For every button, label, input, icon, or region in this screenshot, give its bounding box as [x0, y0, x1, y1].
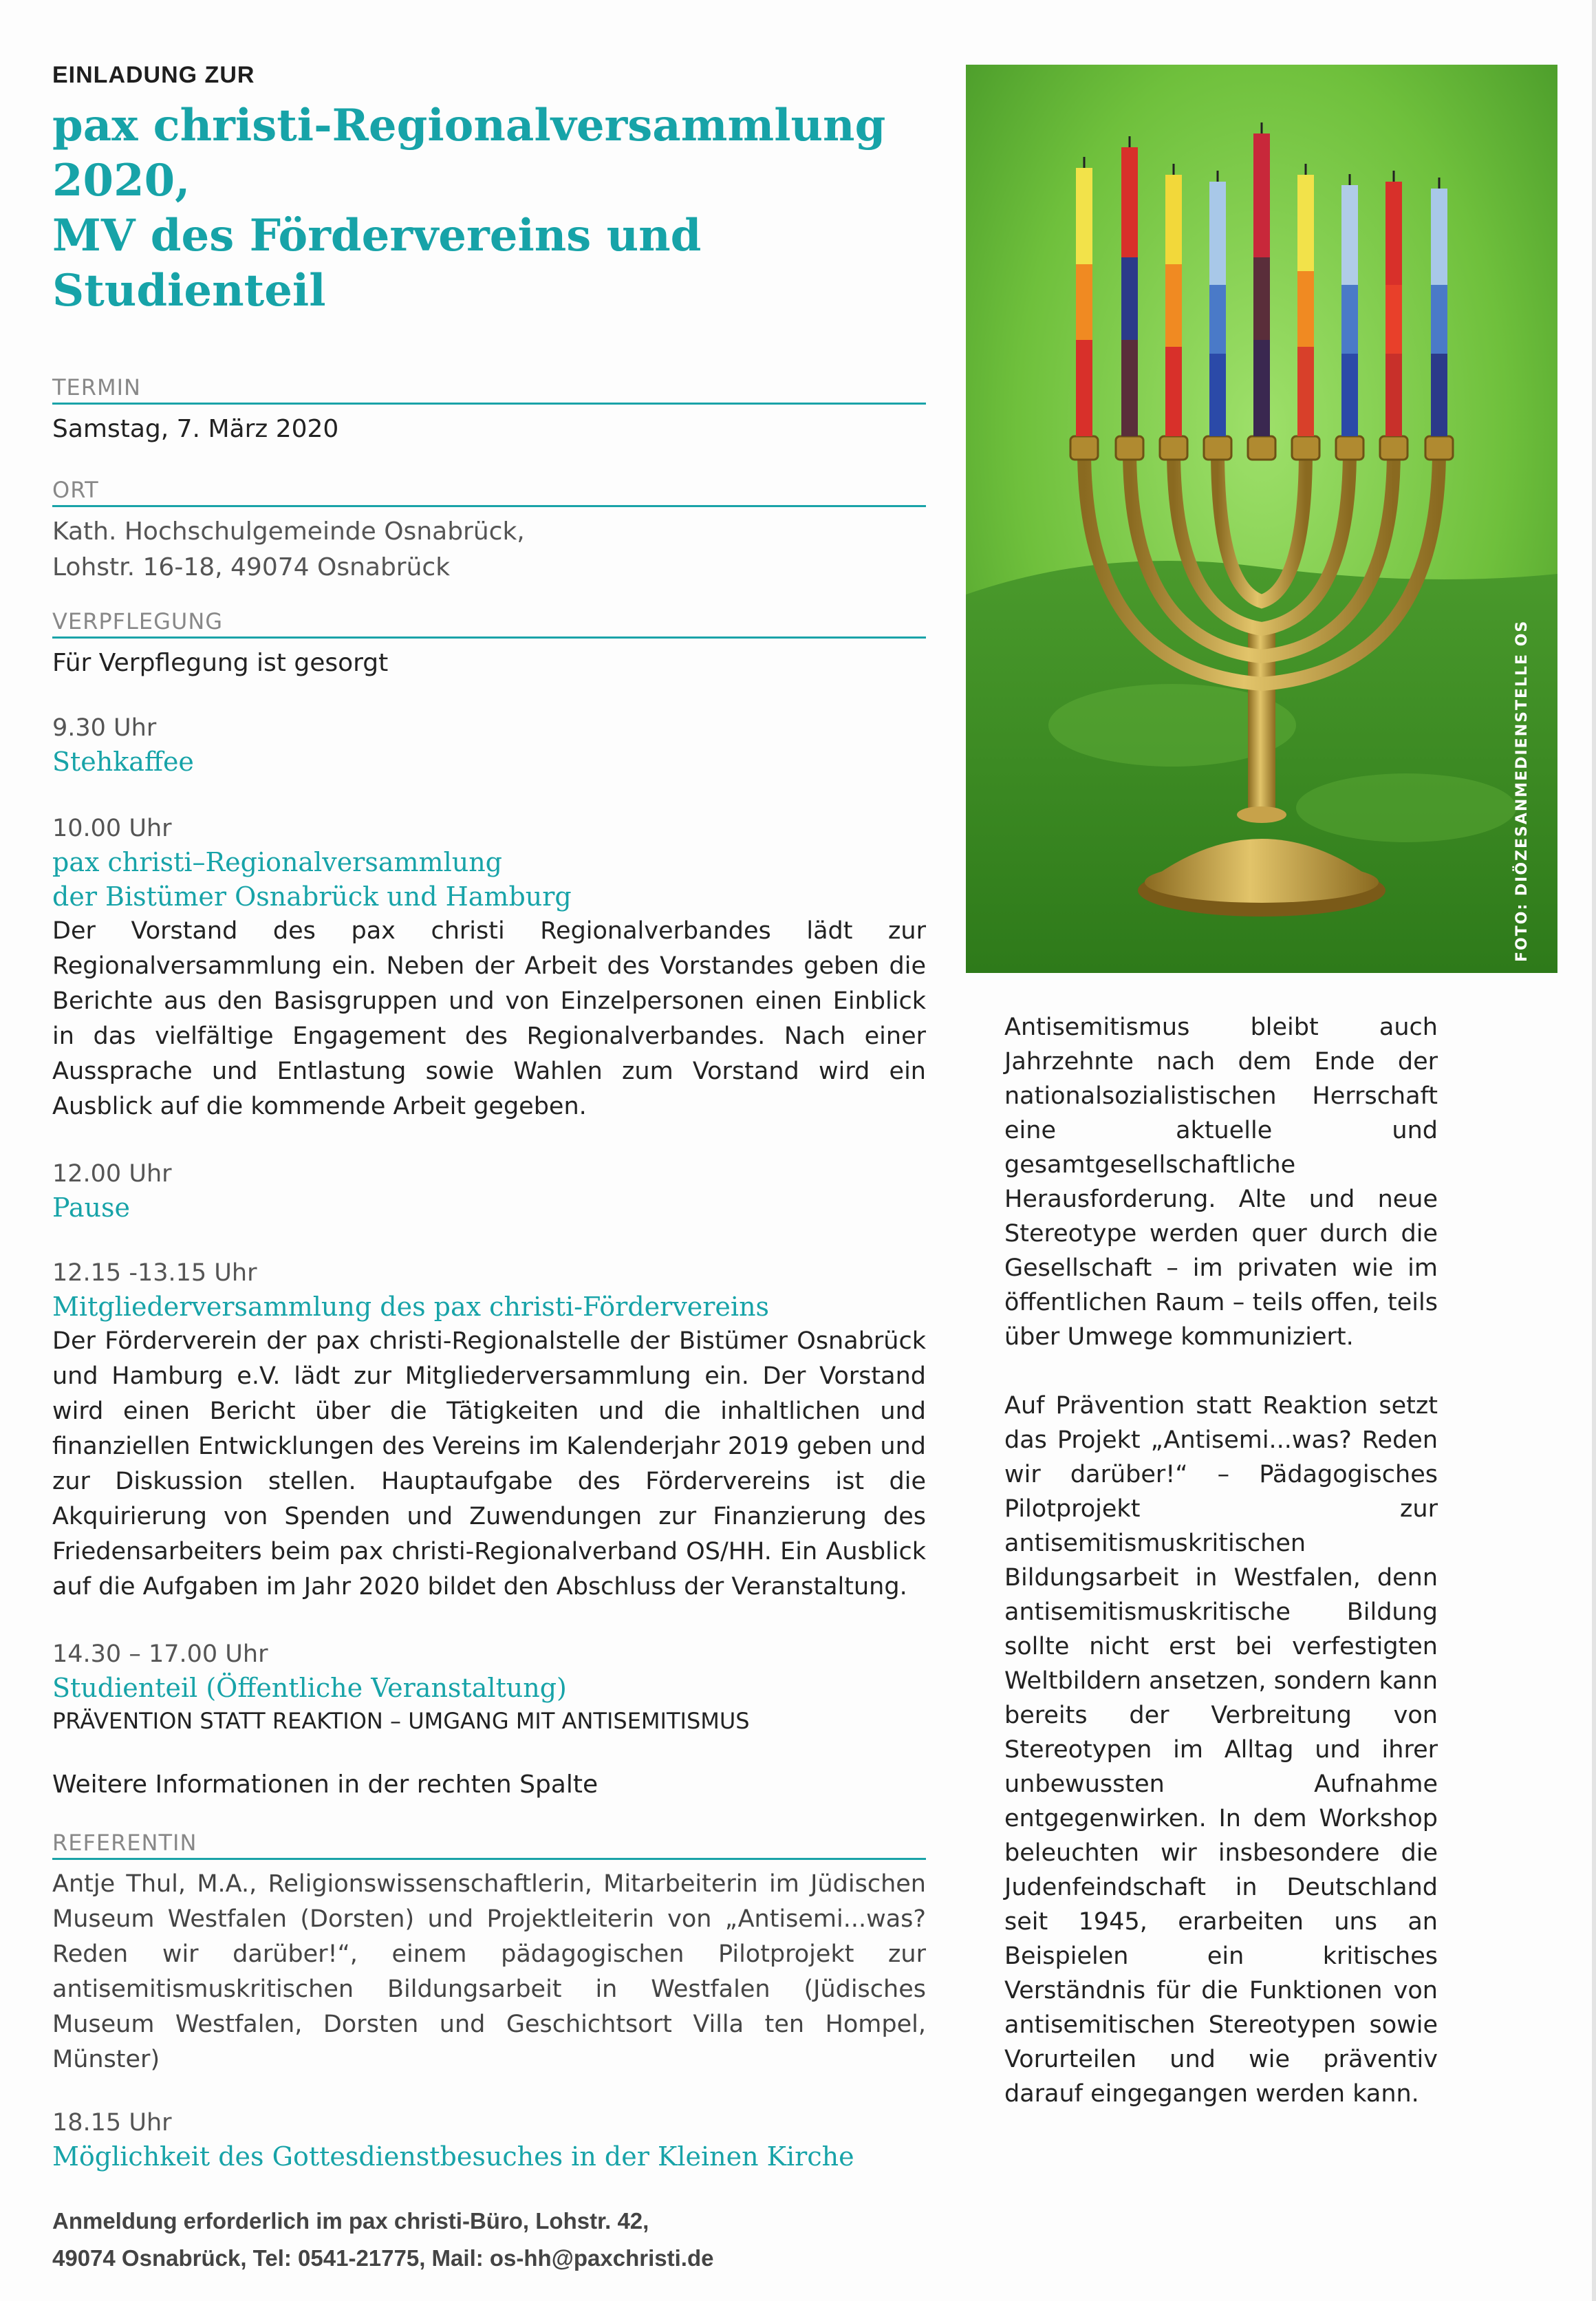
program-subtitle: PRÄVENTION STATT REAKTION – UMGANG MIT ANTISEMITISMUS	[52, 1708, 750, 1734]
program-item-regionalversammlung	[52, 812, 926, 1124]
divider	[52, 505, 926, 507]
footer-line-1: Anmeldung erforderlich im pax christi-Büro, Lohstr. 42,	[52, 2208, 649, 2234]
program-time: 18.15 Uhr	[52, 2109, 172, 2137]
termin-label: TERMIN	[52, 374, 141, 400]
verpflegung-value: Für Verpflegung ist gesorgt	[52, 649, 389, 677]
termin-value: Samstag, 7. März 2020	[52, 415, 339, 443]
program-item-gottesdienst	[52, 2106, 926, 2174]
program-description: Der Vorstand des pax christi Regionalverbandes lädt zur Regionalversammlung ein. Neben der Arbeit des Vorstandes geben die Berichte aus den Basisgruppen und von Einzelpersonen einen Einblick in das vielfältige Engagement des Regionalverbandes. Nach einer Aussprache und Entlastung sowie Wahlen zum Vorstand wird ein Ausblick auf die kommende Arbeit gegeben.	[52, 917, 926, 1120]
verpflegung-label: VERPFLEGUNG	[52, 608, 224, 634]
referentin-section	[52, 1829, 926, 2077]
program-item-stehkaffee	[52, 711, 926, 779]
program-time: 12.00 Uhr	[52, 1160, 172, 1188]
program-title: Pause	[52, 1192, 130, 1223]
photo-credit: FOTO: DIÖZESANMEDIENSTELLE OS	[1513, 619, 1531, 962]
program-item-mitgliederversammlung	[52, 1256, 926, 1605]
referentin-text: Antje Thul, M.A., Religionswissenschaftlerin, Mitarbeiterin im Jüdischen Museum Westfalen (Dorsten) und Projektleiterin von „Antisemi...was? Reden wir darüber!“, einem pädagogischen Pilotprojekt zur antisemitismuskritischen Bildungsarbeit in Westfalen (Jüdisches Museum Westfalen, Dorsten und Geschichtsort Villa ten Hompel, Münster)	[52, 1870, 926, 2073]
menorah-image	[966, 65, 1557, 973]
divider	[52, 636, 926, 639]
program-description: Der Förderverein der pax christi-Regionalstelle der Bistümer Osnabrück und Hamburg e.V. lädt zur Mitgliederversammlung ein. Der Vorstand wird einen Bericht über die Tätigkeiten und die inhaltlichen und finanziellen Entwicklungen des Vereins im Kalenderjahr 2019 geben und zur Diskussion stellen. Hauptaufgabe des Fördervereins ist die Akquirierung von Spenden und Zuwendungen zur Finanzierung des Friedensarbeiters beim pax christi-Regionalverband OS/HH. Ein Ausblick auf die Aufgaben im Jahr 2020 bildet den Abschluss der Veranstaltung.	[52, 1327, 926, 1601]
termin-section	[52, 374, 926, 447]
title-line-2: MV des Fördervereins und Studienteil	[52, 210, 702, 317]
title-line-1: pax christi-Regionalversammlung 2020,	[52, 100, 886, 206]
ort-label: ORT	[52, 477, 99, 503]
program-time: 14.30 – 17.00 Uhr	[52, 1640, 268, 1668]
footer-line-2: 49074 Osnabrück, Tel: 0541-21775, Mail: os-hh@paxchristi.de	[52, 2245, 714, 2271]
left-column	[52, 62, 926, 2277]
right-column	[1004, 1010, 1438, 2111]
program-title-line-2: der Bistümer Osnabrück und Hamburg	[52, 881, 572, 912]
program-title: Möglichkeit des Gottesdienstbesuches in der Kleinen Kirche	[52, 2141, 854, 2172]
referentin-label: REFERENTIN	[52, 1830, 197, 1856]
program-title: Stehkaffee	[52, 747, 194, 777]
program-note: Weitere Informationen in der rechten Spalte	[52, 1770, 598, 1799]
program-time: 10.00 Uhr	[52, 815, 172, 842]
program-item-pause	[52, 1157, 926, 1225]
ort-line-1: Kath. Hochschulgemeinde Osnabrück,	[52, 517, 525, 546]
ort-section	[52, 476, 926, 586]
program-time: 12.15 -13.15 Uhr	[52, 1259, 257, 1287]
invitation-kicker: EINLADUNG ZUR	[52, 62, 255, 88]
ort-line-2: Lohstr. 16-18, 49074 Osnabrück	[52, 553, 451, 581]
program-item-studienteil	[52, 1638, 926, 1803]
menorah-illustration	[966, 65, 1557, 973]
right-paragraph-2: Auf Prävention statt Reaktion setzt das Projekt „Antisemi...was? Reden wir darüber!“ – Pädagogisches Pilotprojekt zur antisemitismuskritischen Bildungsarbeit in Westfalen, denn antisemitismuskritische Bildung sollte nicht erst bei verfestigten Weltbildern ansetzen, sondern kann bereits der Verbreitung von Stereotypen im Alltag und ihrer unbewussten Aufnahme entgegenwirken. In dem Workshop beleuchten wir insbesondere die Judenfeindschaft in Deutschland seit 1945, erarbeiten uns an Beispielen ein kritisches Verständnis für die Funktionen von antisemitischen Stereotypen sowie Vorurteilen und wie präventiv darauf eingegangen werden kann.	[1004, 1392, 1438, 2108]
program-title-line-1: pax christi–Regionalversammlung	[52, 847, 502, 877]
page-title	[52, 98, 926, 319]
registration-footer	[52, 2203, 926, 2277]
divider	[52, 403, 926, 405]
verpflegung-section	[52, 608, 926, 681]
divider	[52, 1858, 926, 1860]
right-paragraph-1: Antisemitismus bleibt auch Jahrzehnte nach dem Ende der nationalsozialistischen Herrschaft eine aktuelle und gesamtgesellschaftliche Herausforderung. Alte und neue Stereotype werden quer durch die Gesellschaft – im privaten wie im öffentlichen Raum – teils offen, teils über Umwege kommuniziert.	[1004, 1014, 1438, 1351]
program-title: Studienteil (Öffentliche Veranstaltung)	[52, 1673, 567, 1703]
program-time: 9.30 Uhr	[52, 714, 157, 742]
program-title: Mitgliederversammlung des pax christi-Fördervereins	[52, 1292, 770, 1322]
